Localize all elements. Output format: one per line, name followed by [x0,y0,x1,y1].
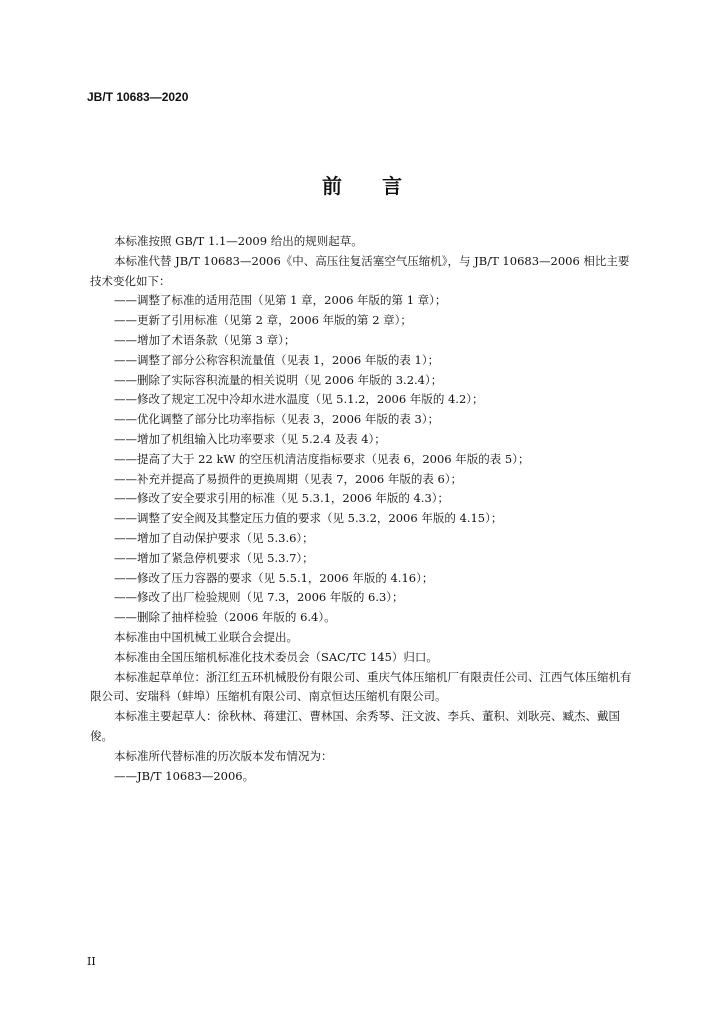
list-item: ——修改了规定工况中冷却水进水温度（见 5.1.2，2006 年版的 4.2）； [114,392,484,407]
list-item: ——优化调整了部分比功率指标（见表 3，2006 年版的表 3）； [114,412,440,427]
list-item: ——修改了出厂检验规则（见 7.3，2006 年版的 6.3）； [114,590,404,605]
list-item: ——修改了安全要求引用的标准（见 5.3.1，2006 年版的 4.3）； [114,491,450,506]
list-item: ——增加了紧急停机要求（见 5.3.7）； [114,550,314,565]
list-item: ——提高了大于 22 kW 的空压机清洁度指标要求（见表 6，2006 年版的表 5）； [114,451,530,466]
standard-code: JB/T 10683—2020 [87,90,189,104]
paragraph-drafters: 本标准主要起草人：徐秋林、蒋建江、曹林国、余秀琴、汪文波、李兵、董积、刘耿亮、臧杰、戴国俊。 [90,709,620,743]
paragraph-proposer: 本标准由中国机械工业联合会提出。 [114,629,298,644]
list-item: ——增加了自动保护要求（见 5.3.6）； [114,530,314,545]
list-item: ——调整了标准的适用范围（见第 1 章，2006 年版的第 1 章）； [114,293,447,308]
list-item: ——调整了安全阀及其整定压力值的要求（见 5.3.2，2006 年版的 4.15）； [114,511,503,526]
paragraph-history: 本标准所代替标准的历次版本发布情况为： [114,748,333,763]
changes-list [90,291,636,628]
list-item: ——增加了术语条款（见第 3 章）； [114,332,296,347]
paragraph-replacement: 本标准代替 JB/T 10683—2006《中、高压往复活塞空气压缩机》，与 JB/T 10683—2006 相比主要技术变化如下： [90,253,630,288]
list-item: ——删除了实际容积流量的相关说明（见 2006 年版的 3.2.4）； [114,372,443,387]
list-item: ——更新了引用标准（见第 2 章，2006 年版的第 2 章）； [114,313,412,328]
list-item: ——补充并提高了易损件的更换周期（见表 7，2006 年版的表 6）； [114,471,463,486]
paragraph-drafting-units: 本标准起草单位：浙江红五环机械股份有限公司、重庆气体压缩机厂有限责任公司、江西气体压缩机有限公司、安瑞科（蚌埠）压缩机有限公司、南京恒达压缩机有限公司。 [90,669,632,704]
list-item: ——删除了抽样检验（2006 年版的 6.4）。 [114,610,336,625]
document-body [90,232,636,786]
list-item: ——增加了机组输入比功率要求（见 5.2.4 及表 4）； [114,431,386,446]
page-number: II [87,955,96,968]
paragraph-drafting-rules: 本标准按照 GB/T 1.1—2009 给出的规则起草。 [114,234,363,248]
list-item: ——修改了压力容器的要求（见 5.5.1，2006 年版的 4.16）； [114,570,434,585]
paragraph-committee: 本标准由全国压缩机标准化技术委员会（SAC/TC 145）归口。 [114,649,438,664]
page-title: 前 言 [322,174,402,198]
history-item: ——JB/T 10683—2006。 [114,768,255,783]
list-item: ——调整了部分公称容积流量值（见表 1，2006 年版的表 1）； [114,352,440,367]
